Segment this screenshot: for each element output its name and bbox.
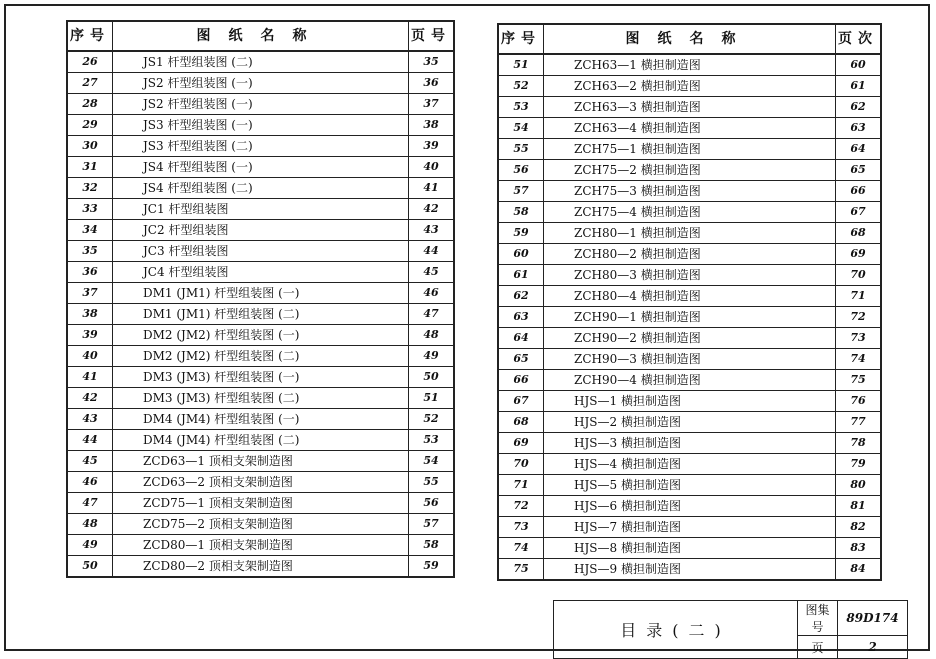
serial-no-cell: 33 — [67, 199, 113, 220]
serial-no-cell: 44 — [67, 430, 113, 451]
serial-no-cell: 39 — [67, 325, 113, 346]
drawing-name-cell: ZCH75—3 横担制造图 — [544, 181, 836, 202]
drawing-name-cell: ZCH90—2 横担制造图 — [544, 328, 836, 349]
page-no-cell: 47 — [409, 304, 455, 325]
page-no-cell: 45 — [409, 262, 455, 283]
serial-no-cell: 51 — [498, 54, 544, 76]
table-row — [498, 181, 881, 202]
drawing-name-cell: ZCH80—3 横担制造图 — [544, 265, 836, 286]
serial-no-cell: 74 — [498, 538, 544, 559]
serial-no-cell: 48 — [67, 514, 113, 535]
table-row — [498, 496, 881, 517]
serial-no-cell: 53 — [498, 97, 544, 118]
page-no-cell: 36 — [409, 73, 455, 94]
table-row — [498, 538, 881, 559]
table-row — [498, 349, 881, 370]
table-row — [498, 475, 881, 496]
drawing-name-cell: ZCH75—1 横担制造图 — [544, 139, 836, 160]
page-no-cell: 64 — [836, 139, 882, 160]
table-row — [498, 160, 881, 181]
table-header-row — [67, 21, 454, 51]
page-no-cell: 65 — [836, 160, 882, 181]
page-no-cell: 73 — [836, 328, 882, 349]
page-no-cell: 68 — [836, 223, 882, 244]
table-row — [67, 535, 454, 556]
serial-no-cell: 66 — [498, 370, 544, 391]
serial-no-cell: 29 — [67, 115, 113, 136]
table-row — [498, 559, 881, 581]
table-row — [67, 136, 454, 157]
table-row — [498, 517, 881, 538]
page-no-cell: 84 — [836, 559, 882, 581]
serial-no-cell: 41 — [67, 367, 113, 388]
page-no-cell: 40 — [409, 157, 455, 178]
drawing-name-cell: HJS—7 横担制造图 — [544, 517, 836, 538]
header-serial-no: 序号 — [67, 21, 113, 51]
serial-no-cell: 50 — [67, 556, 113, 578]
table-row — [67, 388, 454, 409]
drawing-name-cell: JC3 杆型组装图 — [113, 241, 409, 262]
serial-no-cell: 37 — [67, 283, 113, 304]
serial-no-cell: 73 — [498, 517, 544, 538]
table-row — [498, 412, 881, 433]
table-row — [67, 325, 454, 346]
drawing-name-cell: DM2 (JM2) 杆型组装图 (二) — [113, 346, 409, 367]
drawing-name-cell: ZCH63—1 横担制造图 — [544, 54, 836, 76]
drawing-name-cell: DM4 (JM4) 杆型组装图 (一) — [113, 409, 409, 430]
table-row — [67, 157, 454, 178]
table-row — [67, 94, 454, 115]
serial-no-cell: 71 — [498, 475, 544, 496]
page-no-cell: 55 — [409, 472, 455, 493]
title-block — [553, 600, 908, 659]
page-no-cell: 53 — [409, 430, 455, 451]
drawing-name-cell: ZCD75—1 顶相支架制造图 — [113, 493, 409, 514]
serial-no-cell: 30 — [67, 136, 113, 157]
table-header-row — [498, 24, 881, 54]
table-row — [498, 118, 881, 139]
drawing-name-cell: DM4 (JM4) 杆型组装图 (二) — [113, 430, 409, 451]
drawing-name-cell: HJS—2 横担制造图 — [544, 412, 836, 433]
table-row — [67, 556, 454, 578]
drawing-name-cell: ZCH80—4 横担制造图 — [544, 286, 836, 307]
drawing-name-cell: ZCD75—2 顶相支架制造图 — [113, 514, 409, 535]
serial-no-cell: 54 — [498, 118, 544, 139]
page-no-cell: 49 — [409, 346, 455, 367]
serial-no-cell: 35 — [67, 241, 113, 262]
table-row — [498, 391, 881, 412]
page-no-cell: 56 — [409, 493, 455, 514]
drawing-name-cell: JC2 杆型组装图 — [113, 220, 409, 241]
header-drawing-name: 图纸名称 — [113, 21, 409, 51]
serial-no-cell: 68 — [498, 412, 544, 433]
serial-no-cell: 45 — [67, 451, 113, 472]
page-no-cell: 71 — [836, 286, 882, 307]
serial-no-cell: 69 — [498, 433, 544, 454]
page-no-cell: 66 — [836, 181, 882, 202]
serial-no-cell: 49 — [67, 535, 113, 556]
table-row — [67, 346, 454, 367]
drawing-name-cell: ZCH63—2 横担制造图 — [544, 76, 836, 97]
table-row — [67, 451, 454, 472]
header-drawing-name: 图纸名称 — [544, 24, 836, 54]
serial-no-cell: 61 — [498, 265, 544, 286]
table-row — [498, 76, 881, 97]
drawing-index-table-left — [66, 20, 455, 578]
page-no-cell: 67 — [836, 202, 882, 223]
table-row — [498, 97, 881, 118]
serial-no-cell: 47 — [67, 493, 113, 514]
page-no-cell: 48 — [409, 325, 455, 346]
page-no-cell: 70 — [836, 265, 882, 286]
serial-no-cell: 60 — [498, 244, 544, 265]
drawing-name-cell: HJS—9 横担制造图 — [544, 559, 836, 581]
drawing-name-cell: DM1 (JM1) 杆型组装图 (一) — [113, 283, 409, 304]
serial-no-cell: 36 — [67, 262, 113, 283]
serial-no-cell: 26 — [67, 51, 113, 73]
serial-no-cell: 52 — [498, 76, 544, 97]
drawing-name-cell: ZCD63—2 顶相支架制造图 — [113, 472, 409, 493]
drawing-name-cell: JS4 杆型组装图 (一) — [113, 157, 409, 178]
drawing-index-table-right — [497, 23, 882, 581]
serial-no-cell: 64 — [498, 328, 544, 349]
drawing-name-cell: DM2 (JM2) 杆型组装图 (一) — [113, 325, 409, 346]
page-no-cell: 79 — [836, 454, 882, 475]
serial-no-cell: 55 — [498, 139, 544, 160]
table-row — [67, 178, 454, 199]
sheet-title: 目录(二) — [554, 601, 798, 659]
table-row — [498, 454, 881, 475]
drawing-name-cell: ZCH63—3 横担制造图 — [544, 97, 836, 118]
page-no-cell: 39 — [409, 136, 455, 157]
page-no-cell: 44 — [409, 241, 455, 262]
drawing-name-cell: ZCH90—4 横担制造图 — [544, 370, 836, 391]
drawing-name-cell: DM1 (JM1) 杆型组装图 (二) — [113, 304, 409, 325]
table-row — [67, 472, 454, 493]
drawing-name-cell: ZCH75—2 横担制造图 — [544, 160, 836, 181]
page-no-cell: 59 — [409, 556, 455, 578]
page-no-cell: 42 — [409, 199, 455, 220]
drawing-name-cell: JC1 杆型组装图 — [113, 199, 409, 220]
page-no-cell: 75 — [836, 370, 882, 391]
page-no-cell: 60 — [836, 54, 882, 76]
table-row — [498, 328, 881, 349]
page-no-cell: 46 — [409, 283, 455, 304]
page-no-cell: 54 — [409, 451, 455, 472]
table-row — [67, 115, 454, 136]
serial-no-cell: 63 — [498, 307, 544, 328]
table-row — [67, 409, 454, 430]
page-no-cell: 72 — [836, 307, 882, 328]
drawing-name-cell: JS1 杆型组装图 (二) — [113, 51, 409, 73]
serial-no-cell: 56 — [498, 160, 544, 181]
table-row — [498, 286, 881, 307]
serial-no-cell: 31 — [67, 157, 113, 178]
drawing-name-cell: JC4 杆型组装图 — [113, 262, 409, 283]
page-no-cell: 57 — [409, 514, 455, 535]
table-row — [498, 139, 881, 160]
page-no-cell: 41 — [409, 178, 455, 199]
serial-no-cell: 72 — [498, 496, 544, 517]
page-no-cell: 78 — [836, 433, 882, 454]
page-no-cell: 77 — [836, 412, 882, 433]
page-no-cell: 50 — [409, 367, 455, 388]
serial-no-cell: 28 — [67, 94, 113, 115]
atlas-number-label: 图集号 — [798, 601, 838, 636]
drawing-name-cell: ZCH90—1 横担制造图 — [544, 307, 836, 328]
header-page-no: 页次 — [836, 24, 882, 54]
page-no-cell: 80 — [836, 475, 882, 496]
drawing-name-cell: DM3 (JM3) 杆型组装图 (二) — [113, 388, 409, 409]
serial-no-cell: 59 — [498, 223, 544, 244]
serial-no-cell: 27 — [67, 73, 113, 94]
table-row — [67, 367, 454, 388]
table-row — [67, 73, 454, 94]
page-label: 页 — [798, 636, 838, 659]
table-row — [498, 223, 881, 244]
table-row — [498, 307, 881, 328]
drawing-name-cell: HJS—1 横担制造图 — [544, 391, 836, 412]
drawing-name-cell: HJS—4 横担制造图 — [544, 454, 836, 475]
serial-no-cell: 34 — [67, 220, 113, 241]
serial-no-cell: 38 — [67, 304, 113, 325]
table-row — [498, 433, 881, 454]
table-row — [67, 262, 454, 283]
drawing-name-cell: HJS—5 横担制造图 — [544, 475, 836, 496]
serial-no-cell: 32 — [67, 178, 113, 199]
serial-no-cell: 70 — [498, 454, 544, 475]
table-row — [67, 493, 454, 514]
page-no-cell: 62 — [836, 97, 882, 118]
serial-no-cell: 40 — [67, 346, 113, 367]
page-no-cell: 63 — [836, 118, 882, 139]
serial-no-cell: 57 — [498, 181, 544, 202]
page-no-cell: 52 — [409, 409, 455, 430]
serial-no-cell: 46 — [67, 472, 113, 493]
page-no-cell: 38 — [409, 115, 455, 136]
drawing-name-cell: ZCH63—4 横担制造图 — [544, 118, 836, 139]
drawing-name-cell: ZCD63—1 顶相支架制造图 — [113, 451, 409, 472]
table-row — [498, 265, 881, 286]
header-serial-no: 序号 — [498, 24, 544, 54]
table-row — [498, 244, 881, 265]
page-no-cell: 51 — [409, 388, 455, 409]
drawing-name-cell: JS3 杆型组装图 (一) — [113, 115, 409, 136]
drawing-name-cell: ZCH80—2 横担制造图 — [544, 244, 836, 265]
drawing-name-cell: ZCH90—3 横担制造图 — [544, 349, 836, 370]
serial-no-cell: 75 — [498, 559, 544, 581]
page-no-cell: 37 — [409, 94, 455, 115]
drawing-name-cell: JS2 杆型组装图 (一) — [113, 73, 409, 94]
page-no-cell: 74 — [836, 349, 882, 370]
table-row — [67, 430, 454, 451]
table-row — [67, 241, 454, 262]
serial-no-cell: 42 — [67, 388, 113, 409]
drawing-name-cell: ZCD80—2 顶相支架制造图 — [113, 556, 409, 578]
drawing-name-cell: HJS—6 横担制造图 — [544, 496, 836, 517]
page-no-cell: 43 — [409, 220, 455, 241]
table-row — [67, 304, 454, 325]
drawing-name-cell: JS3 杆型组装图 (二) — [113, 136, 409, 157]
page-no-cell: 81 — [836, 496, 882, 517]
table-row — [498, 202, 881, 223]
serial-no-cell: 67 — [498, 391, 544, 412]
table-row — [67, 283, 454, 304]
drawing-name-cell: HJS—3 横担制造图 — [544, 433, 836, 454]
atlas-number-value: 89D174 — [838, 601, 908, 636]
page-no-cell: 76 — [836, 391, 882, 412]
drawing-name-cell: DM3 (JM3) 杆型组装图 (一) — [113, 367, 409, 388]
page-no-cell: 69 — [836, 244, 882, 265]
serial-no-cell: 65 — [498, 349, 544, 370]
drawing-name-cell: ZCH75—4 横担制造图 — [544, 202, 836, 223]
drawing-name-cell: ZCH80—1 横担制造图 — [544, 223, 836, 244]
table-row — [67, 51, 454, 73]
page-value: 2 — [838, 636, 908, 659]
header-page-no: 页号 — [409, 21, 455, 51]
serial-no-cell: 58 — [498, 202, 544, 223]
table-row — [498, 54, 881, 76]
serial-no-cell: 62 — [498, 286, 544, 307]
page-no-cell: 35 — [409, 51, 455, 73]
table-row — [67, 220, 454, 241]
page-no-cell: 83 — [836, 538, 882, 559]
page-no-cell: 61 — [836, 76, 882, 97]
page-no-cell: 58 — [409, 535, 455, 556]
serial-no-cell: 43 — [67, 409, 113, 430]
drawing-name-cell: JS2 杆型组装图 (一) — [113, 94, 409, 115]
drawing-name-cell: JS4 杆型组装图 (二) — [113, 178, 409, 199]
table-row — [67, 514, 454, 535]
drawing-name-cell: ZCD80—1 顶相支架制造图 — [113, 535, 409, 556]
drawing-name-cell: HJS—8 横担制造图 — [544, 538, 836, 559]
page-no-cell: 82 — [836, 517, 882, 538]
table-row — [67, 199, 454, 220]
table-row — [498, 370, 881, 391]
